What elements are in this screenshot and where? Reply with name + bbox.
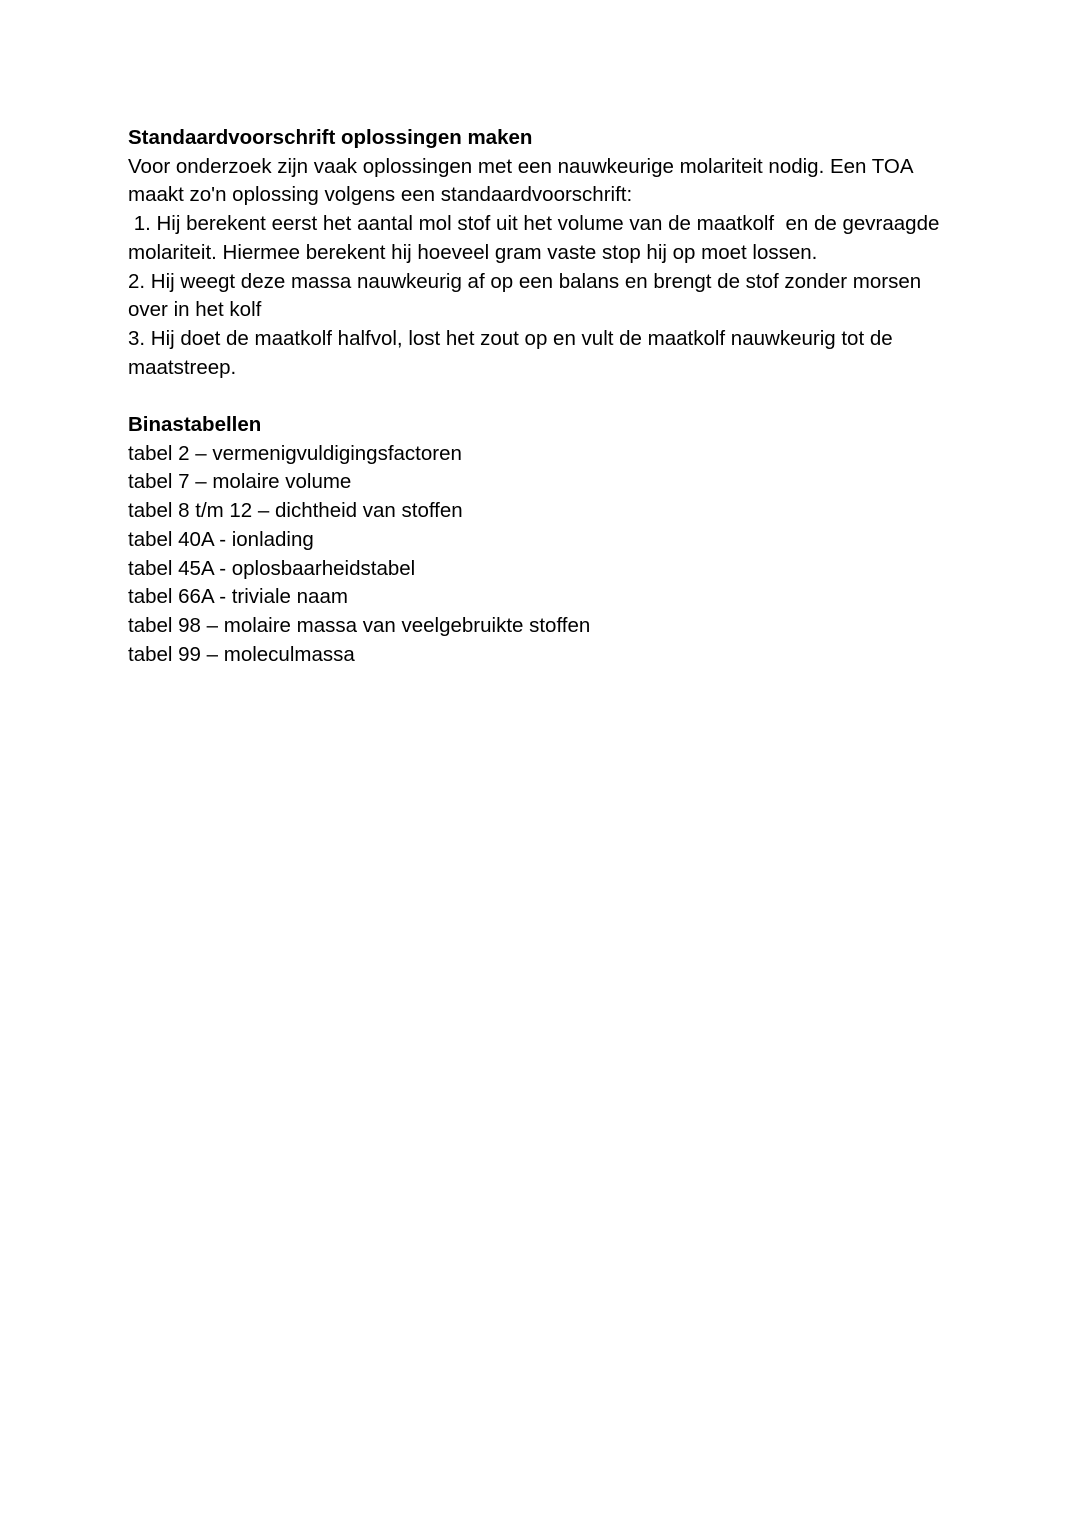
section-gap [128,382,950,411]
procedure-step-2: 2. Hij weegt deze massa nauwkeurig af op een balans en brengt de stof zonder morsen over in het kolf [128,269,927,322]
procedure-step-1: 1. Hij berekent eerst het aantal mol stof uit het volume van de maatkolf en de gevraagde molariteit. Hiermee berekent hij hoeveel gram vaste stop hij op moet lossen. [128,212,946,264]
table-reference-item: tabel 2 – vermenigvuldigingsfactoren [128,441,462,465]
procedure-step-3: 3. Hij doet de maatkolf halfvol, lost het zout op en vult de maatkolf nauwkeurig tot de maatstreep. [128,326,899,379]
section-standaardvoorschrift [128,124,950,382]
table-reference-item: tabel 45A - oplosbaarheidstabel [128,556,416,580]
section-heading-standaardvoorschrift: Standaardvoorschrift oplossingen maken [128,126,533,149]
table-reference-item: tabel 66A - triviale naam [128,585,348,609]
table-reference-item: tabel 40A - ionlading [128,527,314,551]
paragraph-intro: Voor onderzoek zijn vaak oplossingen met een nauwkeurige molariteit nodig. Een TOA maakt zo'n oplossing volgens een standaardvoorschrift: [128,154,919,207]
table-reference-item: tabel 99 – moleculmassa [128,642,355,666]
section-binastabellen [128,411,950,669]
section-heading-binastabellen: Binastabellen [128,413,262,437]
table-reference-item: tabel 7 – molaire volume [128,470,352,494]
document-body [128,124,950,669]
table-reference-item: tabel 98 – molaire massa van veelgebruikte stoffen [128,613,591,637]
table-reference-item: tabel 8 t/m 12 – dichtheid van stoffen [128,499,463,523]
